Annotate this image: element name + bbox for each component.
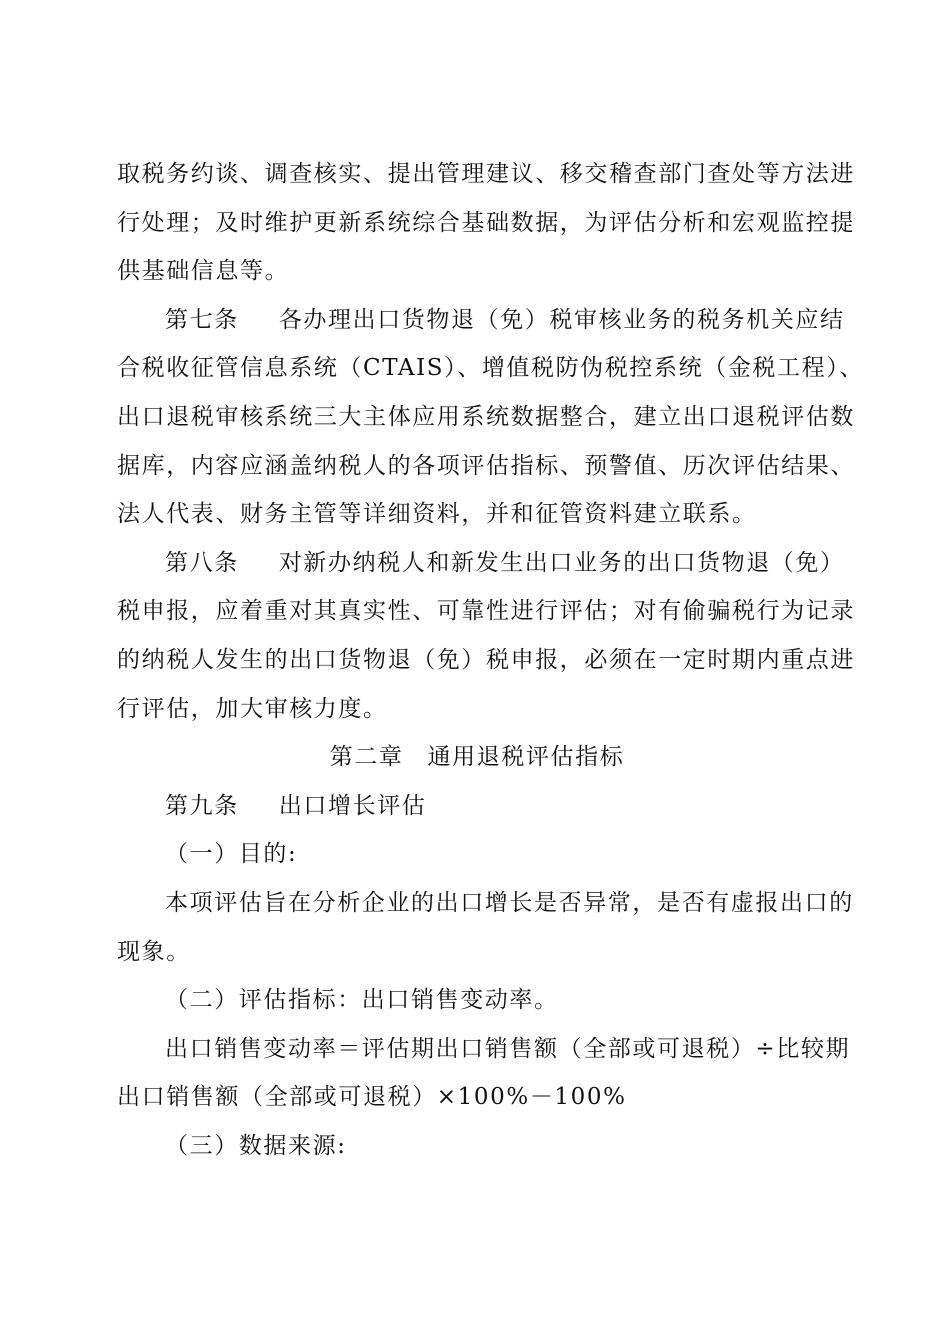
- paragraph-line: 税申报，应着重对其真实性、可靠性进行评估；对有偷骗税行为记录: [117, 598, 855, 625]
- article-7-first-line: [117, 296, 845, 345]
- article-9-number: 第九条: [165, 792, 239, 819]
- paragraph-line: 本项评估旨在分析企业的出口增长是否异常，是否有虚报出口的: [165, 889, 854, 916]
- paragraph-line: 合税收征管信息系统（CTAIS）、增值税防伪税控系统（金税工程）、: [117, 355, 864, 382]
- document-body: [117, 150, 864, 1170]
- section-heading: （三）数据来源:: [165, 1132, 347, 1159]
- chapter-title: 通用退税评估指标: [427, 744, 625, 771]
- article-8-first-line: [117, 539, 845, 588]
- section-heading: （一）目的:: [165, 841, 298, 868]
- paragraph-line: 取税务约谈、调查核实、提出管理建议、移交稽查部门查处等方法进: [117, 161, 855, 187]
- paragraph-line: 现象。: [117, 938, 191, 965]
- paragraph-line: 行评估，加大审核力度。: [117, 695, 388, 722]
- paragraph-line: 的纳税人发生的出口货物退（免）税申报，必须在一定时期内重点进: [117, 646, 855, 673]
- section-heading: （二）评估指标：出口销售变动率。: [165, 987, 559, 1014]
- paragraph-line: 据库，内容应涵盖纳税人的各项评估指标、预警值、历次评估结果、: [117, 452, 855, 479]
- formula-line: 出口销售变动率＝评估期出口销售额（全部或可退税）÷比较期: [165, 1035, 851, 1062]
- article-8-text: 对新办纳税人和新发生出口业务的出口货物退（免）: [278, 549, 845, 576]
- formula-line: 出口销售额（全部或可退税）×100%－100%: [117, 1084, 627, 1111]
- article-9-title: 出口增长评估: [278, 792, 427, 819]
- chapter-heading: [117, 733, 837, 782]
- paragraph-line: 出口退税审核系统三大主体应用系统数据整合，建立出口退税评估数: [117, 403, 855, 430]
- paragraph-line: 供基础信息等。: [117, 258, 290, 285]
- chapter-number: 第二章: [329, 744, 404, 771]
- article-9-heading: [117, 782, 837, 831]
- paragraph-line: 行处理；及时维护更新系统综合基础数据，为评估分析和宏观监控提: [117, 209, 855, 236]
- article-7-number: 第七条: [165, 306, 239, 333]
- article-7-text: 各办理出口货物退（免）税审核业务的税务机关应结: [278, 306, 845, 333]
- article-8-number: 第八条: [165, 549, 239, 576]
- paragraph-line: 法人代表、财务主管等详细资料，并和征管资料建立联系。: [117, 501, 757, 528]
